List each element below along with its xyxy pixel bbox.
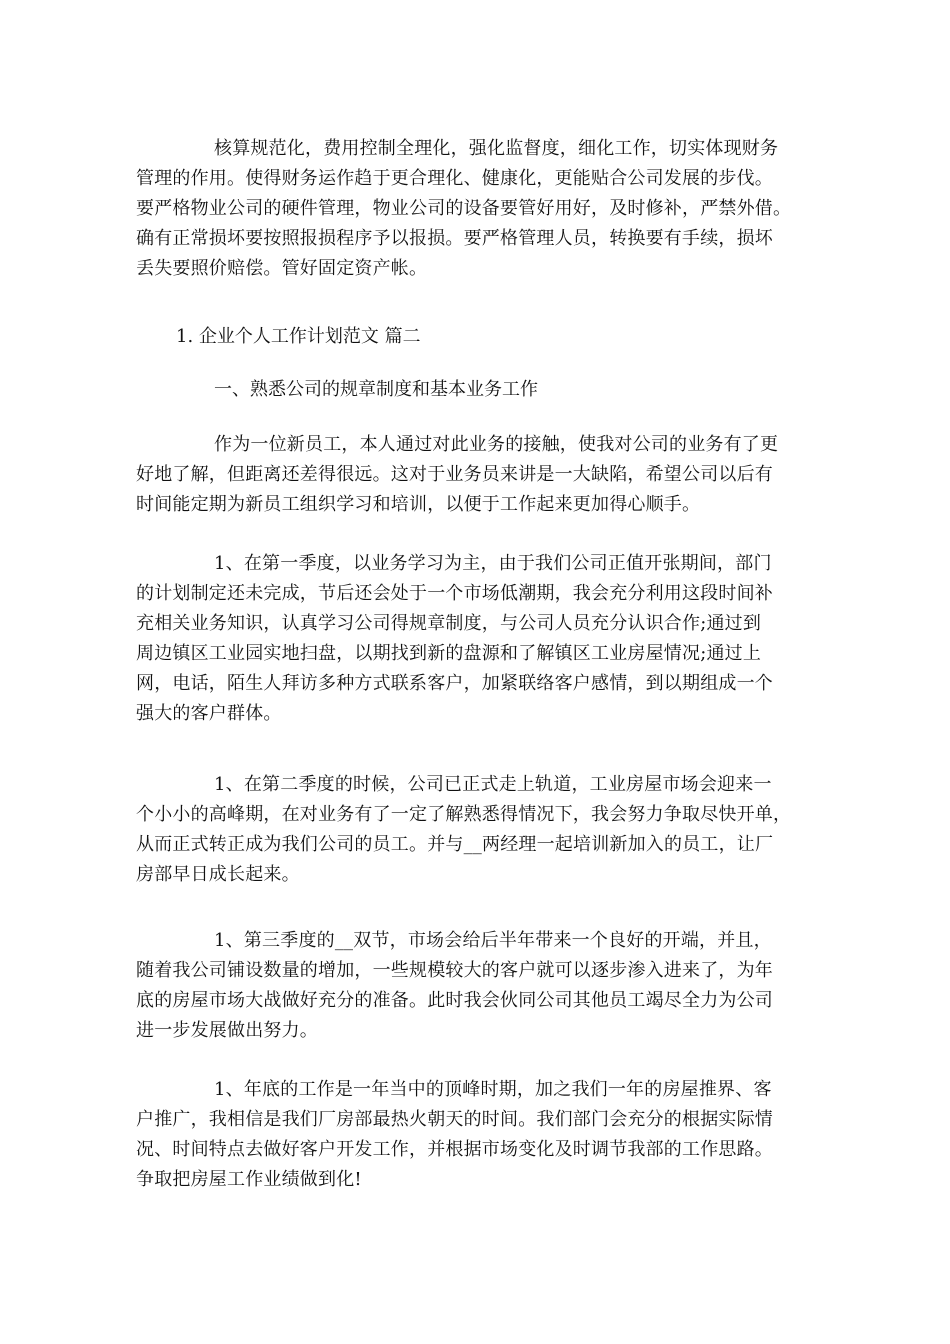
paragraph-line: 1、在第二季度的时候，公司已正式走上轨道，工业房屋市场会迎来一 <box>214 774 772 795</box>
paragraph-line: 充相关业务知识，认真学习公司得规章制度，与公司人员充分认识合作;通过到 <box>136 613 762 634</box>
paragraph-line: 好地了解，但距离还差得很远。这对于业务员来讲是一大缺陷，希望公司以后有 <box>136 464 773 485</box>
paragraph-finance <box>136 134 816 284</box>
sub-heading: 一、熟悉公司的规章制度和基本业务工作 <box>214 379 538 400</box>
paragraph-line: 网，电话，陌生人拜访多种方式联系客户，加紧联络客户感情，到以期组成一个 <box>136 673 773 694</box>
paragraph-q2 <box>136 770 816 890</box>
paragraph-line: 1、在第一季度，以业务学习为主，由于我们公司正值开张期间，部门 <box>214 553 772 574</box>
paragraph-line: 核算规范化，费用控制全理化，强化监督度，细化工作，切实体现财务 <box>214 138 779 159</box>
paragraph-line: 1、第三季度的__双节，市场会给后半年带来一个良好的开端，并且， <box>214 930 772 951</box>
paragraph-line: 作为一位新员工，本人通过对此业务的接触，使我对公司的业务有了更 <box>214 434 779 455</box>
paragraph-line: 时间能定期为新员工组织学习和培训，以便于工作起来更加得心顺手。 <box>136 494 701 515</box>
paragraph-line: 强大的客户群体。 <box>136 703 282 724</box>
paragraph-line: 户推广，我相信是我们厂房部最热火朝天的时间。我们部门会充分的根据实际情 <box>136 1109 773 1130</box>
paragraph-line: 从而正式转正成为我们公司的员工。并与__两经理一起培训新加入的员工，让厂 <box>136 834 774 855</box>
paragraph-year-end <box>136 1075 816 1195</box>
paragraph-line: 底的房屋市场大战做好充分的准备。此时我会伙同公司其他员工竭尽全力为公司 <box>136 990 773 1011</box>
paragraph-line: 况、时间特点去做好客户开发工作，并根据市场变化及时调节我部的工作思路。 <box>136 1139 773 1160</box>
paragraph-line: 的计划制定还未完成，节后还会处于一个市场低潮期，我会充分利用这段时间补 <box>136 583 773 604</box>
paragraph-q1 <box>136 549 816 729</box>
paragraph-line: 周边镇区工业园实地扫盘，以期找到新的盘源和了解镇区工业房屋情况;通过上 <box>136 643 762 664</box>
paragraph-line: 要严格物业公司的硬件管理，物业公司的设备要管好用好，及时修补，严禁外借。 <box>136 198 792 219</box>
paragraph-q3 <box>136 926 816 1046</box>
paragraph-line: 争取把房屋工作业绩做到化! <box>136 1169 362 1190</box>
paragraph-line: 进一步发展做出努力。 <box>136 1020 318 1041</box>
paragraph-line: 丢失要照价赔偿。管好固定资产帐。 <box>136 258 428 279</box>
paragraph-line: 确有正常损坏要按照报损程序予以报损。要严格管理人员，转换要有手续，损坏 <box>136 228 773 249</box>
section-title: 1. 企业个人工作计划范文 篇二 <box>176 326 421 347</box>
paragraph-line: 1、年底的工作是一年当中的顶峰时期，加之我们一年的房屋推界、客 <box>214 1079 772 1100</box>
paragraph-line: 房部早日成长起来。 <box>136 864 300 885</box>
paragraph-intro <box>136 430 816 520</box>
paragraph-line: 管理的作用。使得财务运作趋于更合理化、健康化，更能贴合公司发展的步伐。 <box>136 168 773 189</box>
paragraph-line: 随着我公司铺设数量的增加，一些规模较大的客户就可以逐步渗入进来了，为年 <box>136 960 773 981</box>
paragraph-line: 个小小的高峰期，在对业务有了一定了解熟悉得情况下，我会努力争取尽快开单， <box>136 804 792 825</box>
